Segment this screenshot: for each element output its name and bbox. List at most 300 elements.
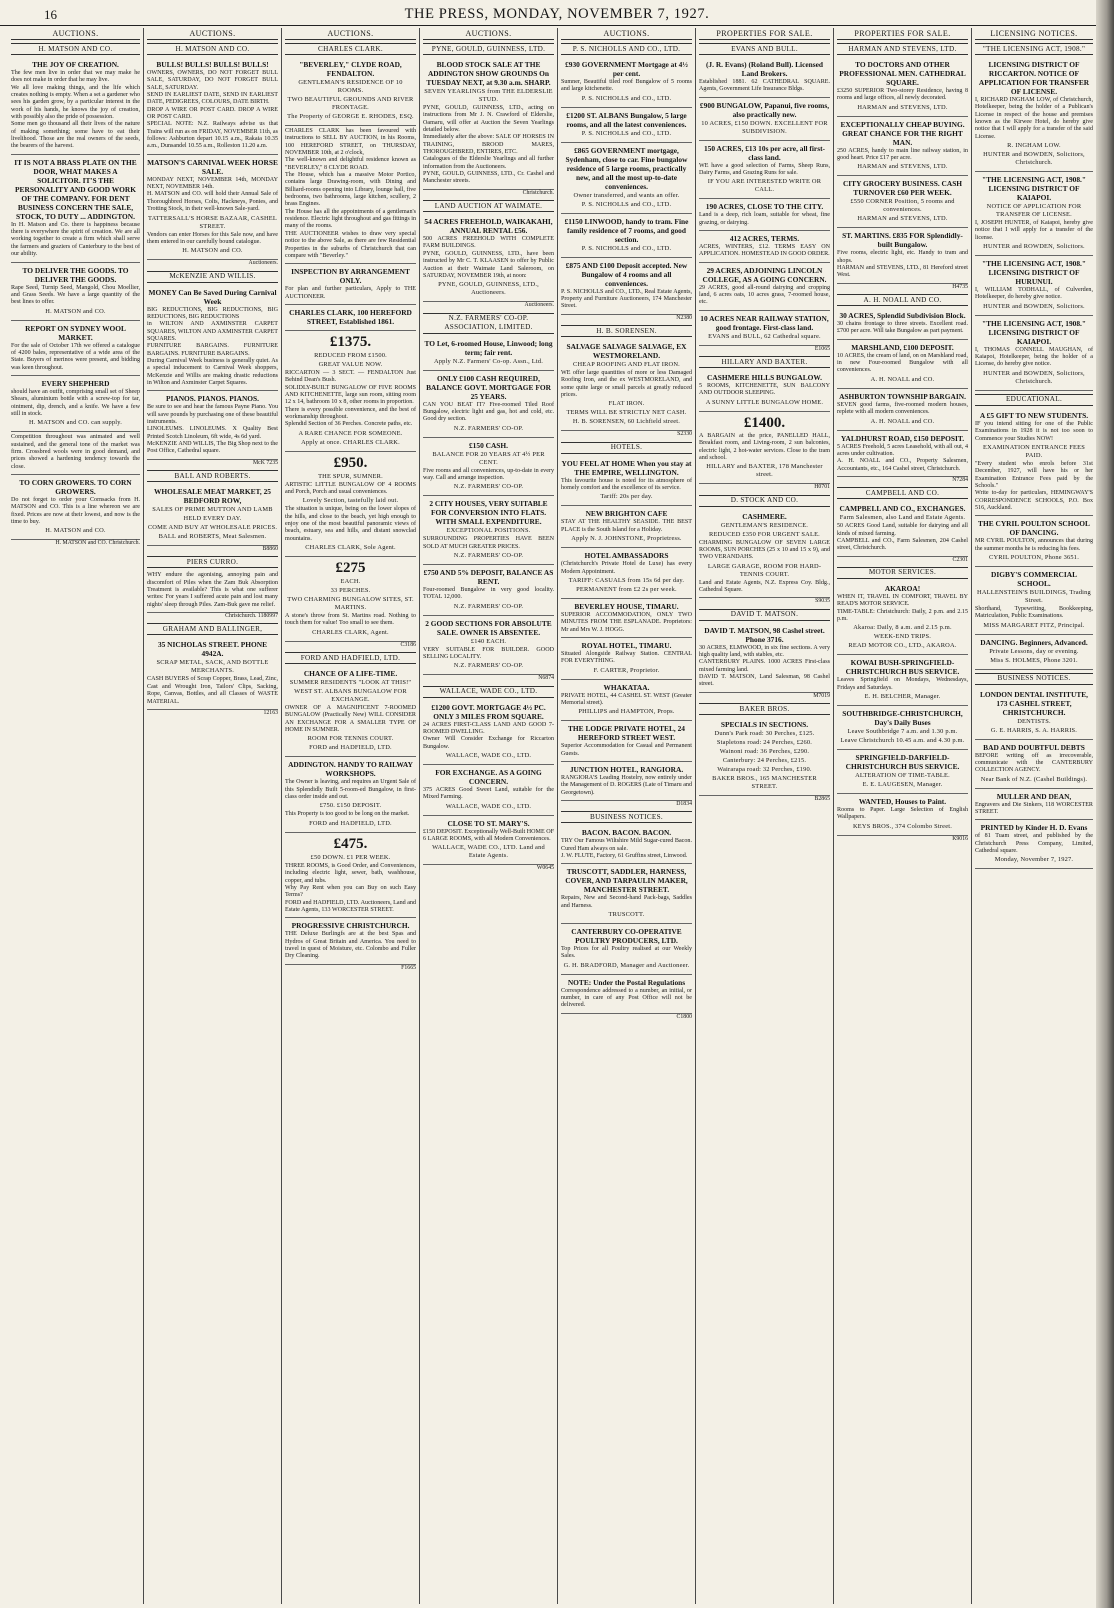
ad-text: REDUCED FROM £1500. (314, 351, 387, 359)
ad-text: KEYS BROS., 374 Colombo Street. (852, 822, 953, 830)
ad-text: Akaroa: Daily, 8 a.m. and 2.15 p.m. (853, 624, 952, 632)
ad-headline: IT IS NOT A BRASS PLATE ON THE DOOR, WHAT MAKES A SOLICITOR. IT'S THE PERSONALITY AND GOOD WORK OF THE COMPANY. FOR DENT BUSINESS CONCERN THE SALE, STOCK, TO DUTY ... ADDINGTON. (14, 157, 137, 221)
ad-text: TRY Our Famous Wiltshire Mild Sugar-cured Bacon. Cured Ham always on sale. (561, 838, 692, 852)
ad-text: EVANS and BULL, 62 Cathedral square. (708, 332, 821, 340)
ad-headline: ADDINGTON. HANDY TO RAILWAY WORKSHOPS. (288, 760, 413, 779)
advertisement (423, 496, 554, 565)
ad-text: TWO CHARMING BUNGALOW SITES, ST. MARTINS. (287, 596, 414, 612)
ad-headline: AKAROA! (884, 583, 921, 593)
price-headline: £475. (333, 835, 368, 852)
column-heading: PROPERTIES FOR SALE. (837, 28, 968, 40)
advertisement (11, 263, 140, 321)
ad-text: SUMMER RESIDENTS "LOOK AT THIS!" (289, 679, 412, 687)
ad-headline: KOWAI BUSH-SPRINGFIELD-CHRISTCHURCH BUS SERVICE. (845, 658, 960, 677)
ad-text: HILLARY and BAXTER, 178 Manchester street. (706, 463, 823, 479)
advertisement (423, 214, 554, 302)
ad-text: Owner transferred, and wants an offer. (573, 191, 680, 199)
ad-text: READ MOTOR CO., LTD., AKAROA. (848, 642, 957, 650)
newspaper-column (281, 28, 419, 1604)
ad-reference: D1834 (676, 800, 692, 807)
advertisement (699, 141, 830, 200)
ad-text: Land and Estate Agents, N.Z. Express Coy. Bldg., Cathedral Square. (699, 579, 830, 593)
advertiser-name: P. S. NICHOLLS AND CO., LTD. (561, 43, 692, 55)
ad-headline: LONDON DENTAL INSTITUTE, 173 CASHEL STREET, CHRISTCHURCH. (979, 689, 1089, 717)
ad-text: IF you intend sitting for one of the Public Examinations in 1928 it is not too soon to Commence your Studies NOW! (975, 420, 1093, 442)
ad-reference: F1665 (401, 964, 416, 971)
newspaper-column (971, 28, 1096, 1604)
ad-text: A. H. NOALL and CO. (870, 375, 935, 383)
ad-text: Shorthand, Typewriting, Bookkeeping, Matriculation, Public Examinations. (975, 605, 1093, 620)
ad-headline: WHOLESALE MEAT MARKET, 25 BEDFORD ROW, (153, 487, 272, 506)
ad-text: Write to-day for particulars, HEMINGWAY'S CORRESPONDENCE SCHOOLS, P.O. Box 516, Auckland. (975, 490, 1093, 511)
ad-headline: 190 ACRES, CLOSE TO THE CITY. (705, 202, 824, 212)
ad-text: GENTLEMAN'S RESIDENCE. (720, 521, 809, 529)
ad-text: PRIVATE HOTEL, 44 CASHEL ST. WEST (Greater Memorial street). (561, 692, 692, 706)
advertisement (837, 228, 968, 283)
ad-headline: TO DELIVER THE GOODS. TO DELIVER THE GOODS. (22, 265, 129, 284)
ad-text: P. S. NICHOLLS and CO., LTD. (581, 244, 672, 252)
ad-reference: K9016 (952, 835, 968, 842)
ad-text: A. H. NOALL and CO., Property Salesmen, Accountants, etc., 164 Cashel street, Christchurch. (837, 458, 968, 472)
ad-text: I, WILLIAM TODHALL, of Culverden, Hotelkeeper, do hereby give notice. (975, 287, 1093, 301)
ad-headline: CASHMERE HILLS BUNGALOW. (707, 373, 822, 383)
advertisement (561, 456, 692, 507)
ad-headline: "BEVERLEY," CLYDE ROAD, FENDALTON. (299, 60, 402, 78)
ad-reference: B8860 (262, 546, 278, 553)
ad-text: PHILLIPS and HAMPTON, Props. (578, 708, 675, 716)
ad-text: GREAT VALUE NOW. (318, 360, 383, 368)
ad-headline: THE JOY OF CREATION. (32, 60, 119, 69)
ad-text: E. H. BELCHER, Manager. (864, 693, 941, 700)
ad-reference: N2380 (676, 314, 692, 321)
advertisement (699, 623, 830, 693)
advertisement (11, 475, 140, 540)
ad-text: RANGIORA'S Leading Hostelry, now entirely under the Management of D. ROGERS (Late of Timaru and Georgetown). (561, 774, 692, 796)
ad-headline: CITY GROCERY BUSINESS. CASH TURNOVER £60 PER WEEK. (842, 179, 963, 198)
advertisement (837, 117, 968, 177)
advertisement (837, 176, 968, 228)
ad-headline: 10 ACRES NEAR RAILWAY STATION, good frontage. First-class land. (700, 313, 829, 332)
ad-reference: H. MATSON and CO. Christchurch. (55, 540, 140, 547)
advertiser-name: H. MATSON AND CO. (147, 43, 278, 55)
ad-text: A SUNNY LITTLE BUNGALOW HOME. (705, 398, 824, 406)
ad-text: of 81 Tuam street, and published by the Christchurch Press Company, Limited, Cathedral square. (975, 833, 1093, 855)
ad-text: BALANCE FOR 20 YEARS AT 4½ PER CENT. (432, 450, 545, 466)
ad-text: G. H. BRADFORD, Manager and Auctioneer. (563, 961, 690, 969)
advertiser-name: BUSINESS NOTICES. (561, 811, 692, 823)
ad-headline: £1200 ST. ALBANS Bungalow, 5 large rooms, and all the latest conveniences. (566, 110, 687, 129)
advertisement (423, 438, 554, 497)
ad-text: In H. Matson and Co. there is happiness because there is everywhere the spirit of creation. We are all working together to create a firm which shall serve the farmers and graziers of Canterbury to the best of our ability. (11, 221, 140, 258)
ad-text: BALL and ROBERTS, Meat Salesmen. (158, 533, 267, 541)
advertisement (561, 108, 692, 143)
ad-reference: Christchurch. (522, 189, 554, 196)
advertisement (975, 567, 1093, 635)
ad-headline: CHARLES CLARK, 100 HEREFORD STREET, Established 1861. (289, 307, 412, 326)
ad-headline: JUNCTION HOTEL, RANGIORA. (569, 764, 684, 774)
advertisement (837, 501, 968, 556)
ad-headline: "THE LICENSING ACT, 1908." LICENSING DISTRICT OF HURUNUI. (982, 259, 1086, 287)
ad-text: This favourite house is noted for its atmosphere of homely comfort and the excellence of its service. (561, 477, 692, 492)
advertiser-name: PIERS CURRO. (147, 556, 278, 568)
advertiser-name: CHARLES CLARK. (285, 43, 416, 55)
ad-headline: MARSHLAND, £100 DEPOSIT. (851, 342, 954, 352)
ad-text: BEFORE writing off as irrecoverable, communicate with the CANTERBURY COLLECTION AGENCY. (975, 752, 1093, 774)
column-heading: LICENSING NOTICES. (975, 28, 1093, 40)
advertisement (975, 408, 1093, 516)
advertisement (423, 765, 554, 816)
ad-text: Farm Salesmen, also Land and Estate Agents. (839, 514, 966, 522)
ad-text: Tariff: 20s per day. (600, 493, 653, 501)
ad-text: HUNTER and BOWDEN, Solicitors, Christchurch. (983, 369, 1085, 385)
ad-text: ALTERATION OF TIME-TABLE. (855, 772, 950, 779)
advertisement (561, 506, 692, 548)
advertisement (423, 336, 554, 371)
ad-headline: £750 AND 5% DEPOSIT, BALANCE AS RENT. (423, 567, 554, 586)
advertisement (975, 635, 1093, 670)
ad-text: McKENZIE AND WILLIS, The Big Shop next to the Post Office, Cathedral square. (147, 441, 278, 455)
ad-text: REDUCED £350 FOR URGENT SALE. (709, 530, 820, 538)
ad-headline: NOTE: Under the Postal Regulations (567, 977, 686, 987)
advertisement (561, 214, 692, 258)
ad-headline: ASHBURTON TOWNSHIP BARGAIN. (839, 391, 966, 401)
advertisement (285, 264, 416, 305)
ad-headline: 150 ACRES, £13 10s per acre, all first-class land. (703, 143, 826, 162)
advertiser-name: BUSINESS NOTICES. (975, 673, 1093, 685)
advertisement (699, 717, 830, 796)
advertisement (285, 452, 416, 557)
column-heading: AUCTIONS. (561, 28, 692, 40)
page-number: 16 (44, 7, 57, 22)
price-headline: £1400. (743, 414, 786, 431)
ad-text: WHY endure the agonising, annoying pain and discomfort of Piles when the Zam Buk Absorption Treatment is available? This is what one sufferer writes: For years I suffered acute pain and lost many nights' sleep through Piles. Zam-Buk gave me relief. (147, 572, 278, 608)
ad-text: DENTISTS. (1017, 717, 1051, 725)
ad-text: Owner Will Consider Exchange for Riccarton Bungalow. (423, 736, 554, 750)
ad-headline: DAVID T. MATSON, 98 Cashel street. Phone 3716. (704, 625, 825, 644)
ad-text: Near Bank of N.Z. (Cashel Buildings). (980, 775, 1088, 783)
ad-headline: CHANCE OF A LIFE-TIME. (303, 669, 398, 679)
ad-headline: £150 CASH. (468, 440, 508, 450)
ad-text: CHARLES CLARK has been favoured with instructions to SELL BY AUCTION, in his Rooms, 100 HEREFORD STREET, on THURSDAY, NOVEMBER 10th, at 2 o'clock, (285, 128, 416, 157)
advertisement (837, 431, 968, 477)
ad-text: 500 ACRES FREEHOLD WITH COMPLETE FARM BUILDINGS. (423, 236, 554, 250)
advertiser-name: N.Z. FARMERS' CO-OP. ASSOCIATION, LIMITED. (423, 313, 554, 334)
ad-text: 250 ACRES, handy to main line railway station, in good heart. Price £17 per acre. (837, 147, 968, 162)
ad-text: TRUSCOTT. (608, 911, 645, 919)
advertisement (837, 57, 968, 117)
ad-reference: C2301 (952, 556, 968, 563)
ad-text: Superior Accommodation for Casual and Permanent Guests. (561, 743, 692, 757)
ad-text: £750. £150 DEPOSIT. (319, 802, 382, 810)
ad-headline: £1200 GOVT. MORTGAGE 4½ PC. ONLY 3 MILES FROM SQUARE. (431, 702, 546, 721)
ad-text: Established 1881. 62 CATHEDRAL SQUARE. Agents, Government Life Insurance Bldgs. (699, 79, 830, 93)
advertisement (561, 548, 692, 599)
ad-headline: THE CYRIL POULTON SCHOOL OF DANCING. (978, 519, 1090, 538)
ad-text: PYNE, GOULD, GUINNESS, LTD., Auctioneers. (438, 281, 539, 297)
ad-text: The few men live in order that we may make he does not make in order that he may live. (11, 70, 140, 84)
ad-headline: "THE LICENSING ACT, 1908." LICENSING DISTRICT OF KAIAPOI. (982, 175, 1086, 203)
ad-text: SPECIAL NOTE: N.Z. Railways advise us that Trains will run as on FRIDAY, NOVEMBER 11th, as follows: Ashburton depart 10.15 a.m., Rakaia 10.35 a.m., Dunsandel 10.55 a.m., Rolleston 11.20 a.m. (147, 121, 278, 150)
ad-headline: £900 BUNGALOW, Papanui, five rooms, also practically new. (699, 100, 830, 119)
ad-headline: SPECIALS IN SECTIONS. (720, 720, 809, 729)
ad-text: WEEK-END TRIPS. (873, 633, 932, 641)
ad-text: TERMS WILL BE STRICTLY NET CASH. (566, 409, 687, 417)
ad-headline: BLOOD STOCK SALE AT THE ADDINGTON SHOW GROUNDS On TUESDAY NEXT, at 9.30 a.m. SHARP. (426, 60, 551, 87)
ad-text: ARTISTIC LITTLE BUNGALOW OF 4 ROOMS and Porch, Porch and usual conveniences. (285, 481, 416, 495)
advertisement (699, 311, 830, 346)
ad-text: Sumner, Beautiful tiled roof Bungalow of 5 rooms and large kitchenette. (561, 79, 692, 93)
ad-headline: YOU FEEL AT HOME When you stay at THE EMPIRE, WELLINGTON. (561, 458, 692, 477)
ad-text: FORD and HADFIELD, LTD. (309, 819, 392, 827)
advertisement (147, 285, 278, 392)
ad-headline: 2 GOOD SECTIONS FOR ABSOLUTE SALE. OWNER IS ABSENTEE. (425, 618, 552, 637)
ad-text: EXCEPTIONAL POSITIONS. (446, 527, 531, 535)
ad-headline: HOTEL AMBASSADORS (584, 551, 669, 561)
ad-text: OWNER OF A MAGNIFICENT 7-ROOMED BUNGALOW (Practically New) WILL CONSIDER AN EXCHANGE FOR A SMALLER TYPE OF HOME IN SUMNER. (285, 705, 416, 734)
ad-reference: H4735 (952, 283, 968, 290)
advertisement (561, 864, 692, 924)
advertiser-name: LAND AUCTION AT WAIMATE. (423, 200, 554, 212)
ad-text: £150 DEPOSIT. Exceptionally Well-Built HOME OF 6 LARGE ROOMS, with all Modern Conveniences. (423, 828, 554, 843)
advertisement (975, 740, 1093, 789)
ad-headline: LICENSING DISTRICT OF RICCARTON. NOTICE OF APPLICATION FOR TRANSFER OF LICENSE. (978, 60, 1090, 96)
ad-headline: (J. R. Evans) (Roland Bull). Licensed Land Brokers. (705, 60, 824, 78)
ad-text: PYNE, GOULD, GUINNESS, LTD., acting on instructions from Mr J. N. Crawford of Elderslie, Oamaru, will offer at Auction the Seven Yearlings detailed below. (423, 105, 554, 134)
ad-text: WALLACE, WADE CO., LTD. Land and Estate Agents. (432, 844, 545, 860)
advertisement (561, 57, 692, 108)
newspaper-column (419, 28, 557, 1604)
advertisement (147, 484, 278, 546)
advertisement (285, 57, 416, 126)
ad-text: Competition throughout was animated and well sustained, and the general tone of the market was firm. Crossbred wools were in good demand, and prices showed a hardening tendency towards the close. (11, 434, 140, 470)
ad-text: TATTERSALL'S HORSE BAZAAR, CASHEL STREET. (147, 214, 278, 230)
ad-text: THE AUCTIONEER wishes to draw very special notice to the above Sale, as there are few Residential Properties in the suburbs of Christchurch that can compare with "Beverley." (285, 230, 416, 259)
ad-headline: MULLER AND DEAN, (996, 791, 1072, 801)
ad-headline: 29 ACRES, ADJOINING LINCOLN COLLEGE, AS A GOING CONCERN. (702, 265, 827, 284)
ad-headline: CLOSE TO ST. MARY'S. (447, 818, 530, 828)
ad-text: HELD EVERY DAY. (183, 515, 242, 523)
advertisement (975, 57, 1093, 172)
price-headline: £275 (335, 560, 366, 577)
advertisement (423, 57, 554, 190)
ad-text: The Owner is leaving, and requires an Urgent Sale of this Splendidly Built 5-room-ed Bungalow, in first-class order inside and out. (285, 779, 416, 801)
ad-text: 10 ACRES, £150 DOWN. EXCELLENT FOR SUBDIVISION. (701, 119, 828, 135)
advertisement (561, 599, 692, 638)
newspaper-column (833, 28, 971, 1604)
advertiser-name: MOTOR SERVICES. (837, 567, 968, 579)
ad-reference: C1800 (676, 1013, 692, 1020)
ad-text: Monday, November 7, 1927. (994, 856, 1074, 864)
advertisement (699, 263, 830, 311)
advertisement (837, 340, 968, 389)
ad-text: TARIFF: CASUALS from 15s 6d per day. (568, 576, 685, 584)
ad-text: MR CYRIL POULTON, announces that during the summer months he is reducing his fees. (975, 538, 1093, 552)
advertisement (699, 509, 830, 599)
ad-headline: CASHMERE. (742, 511, 787, 521)
advertiser-name: BALL AND ROBERTS. (147, 470, 278, 482)
ad-text: Splendid Section of 36 Perches. Concrete paths, etc. (285, 421, 413, 428)
advertiser-name: GRAHAM AND BALLINGER, (147, 623, 278, 635)
ad-text: CANTERBURY PLAINS. 1000 ACRES First-class mixed farming land. (699, 659, 830, 673)
advertiser-name: DAVID T. MATSON. (699, 609, 830, 621)
advertiser-name: BAKER BROS. (699, 703, 830, 715)
ad-text: EACH. (340, 578, 361, 586)
advertiser-name: FORD AND HADFIELD, LTD. (285, 652, 416, 664)
ad-text: in WILTON AND AXMINSTER CARPET SQUARES, WILTON AND AXMINSTER CARPET SQUARES. (147, 321, 278, 342)
ad-text: The Property of GEORGE E. RHODES, ESQ. (287, 113, 414, 120)
ad-text: WEST ST. ALBANS BUNGALOW FOR EXCHANGE. (294, 688, 407, 704)
ad-headline: CAMPBELL AND CO., EXCHANGES. (839, 504, 966, 514)
advertisement (561, 143, 692, 214)
masthead (0, 0, 1114, 26)
ad-text: 375 ACRES Good Sweet Land, suitable for the Mixed Farming. (423, 787, 554, 801)
ad-reference: Auctioneers. (248, 260, 278, 267)
advertiser-name: EVANS AND BULL. (699, 43, 830, 55)
ad-text: £140 EACH. (470, 637, 507, 645)
newspaper-column (8, 28, 143, 1604)
advertisement (975, 820, 1093, 869)
advertisement (561, 762, 692, 801)
column-heading: PROPERTIES FOR SALE. (699, 28, 830, 40)
advertisement (11, 376, 140, 432)
ad-text: Leaves Springfield on Mondays, Wednesdays, Fridays and Saturdays. (837, 677, 968, 691)
ad-text: SURROUNDING PROPERTIES HAVE BEEN SOLD AT MUCH GREATER PRICES. (423, 536, 554, 550)
ad-text: Private Lessons, day or evening. (989, 647, 1079, 655)
ad-text: 30 ACRES, ELMWOOD, in six fine sections. A very high quality land, with stables, etc. (699, 644, 830, 658)
advertisement (285, 833, 416, 918)
page-binding-shadow (1096, 0, 1114, 1608)
ad-text: H. MATSON and CO. can supply. (28, 419, 123, 427)
ad-headline: "THE LICENSING ACT, 1908." LICENSING DISTRICT OF KAIAPOI. (982, 318, 1086, 346)
ad-text: Five rooms and all conveniences, up-to-date in every way. Call and arrange inspection. (423, 467, 554, 481)
ad-text: R. INGHAM LOW. (1007, 142, 1061, 150)
advertisement (699, 370, 830, 412)
ad-headline: EXCEPTIONALLY CHEAP BUYING. GREAT CHANCE FOR THE RIGHT MAN. (840, 119, 965, 147)
ad-text: IF YOU ARE INTERESTED WRITE OR CALL. (707, 178, 822, 194)
ad-text: This Property is too good to be long on the market. (285, 811, 410, 818)
ad-headline: ROYAL HOTEL, TIMARU. (581, 640, 672, 650)
ad-headline: BAD AND DOUBTFUL DEBTS (983, 742, 1085, 752)
ad-text: Situated Alongside Railway Station. CENTRAL FOR EVERYTHING. (561, 650, 692, 665)
ad-text: F. CARTER, Proprietor. (593, 666, 660, 674)
ad-text: Five rooms, electric light, etc. Handy to tram and shops. (837, 250, 968, 264)
advertisement (975, 172, 1093, 256)
ad-headline: NEW BRIGHTON CAFE (585, 509, 668, 519)
ad-text: During Carnival Week business is generally quiet. As a special inducement to Carnival Week shoppers, McKenzie and Willis are making drastic reductions in Wilton and Axminster Carpet Squares. (147, 357, 278, 386)
ad-text: Apply at once. CHARLES CLARK. (301, 438, 400, 446)
ad-text: Repairs, New and Second-hand Pack-bags, Saddles and Harness. (561, 895, 692, 909)
ad-text: SUPERIOR ACCOMMODATION, ONLY TWO MINUTES FROM THE ESPLANADE. Proprietors: Mr and Mrs W. J. HOGG. (561, 611, 692, 633)
ad-text: Rape Seed, Turnip Seed, Mangold, Chou Moellier, and Grass Seeds. We have a large quantity of the best lines to offer. (11, 284, 140, 306)
newspaper-columns (8, 28, 1096, 1604)
advertisement (837, 706, 968, 750)
ad-headline: EVERY SHEPHERD (41, 378, 110, 388)
ad-text: THREE ROOMS, is Good Order, and Conveniences, including electric light, sewer, bath, washhouse, copper, and tubs. (285, 862, 416, 884)
ad-headline: PIANOS. PIANOS. PIANOS. (165, 394, 259, 404)
ad-text: Catalogues of the Elderslie Yearlings and all further information from the Auctioneers. (423, 156, 554, 170)
advertisement (561, 975, 692, 1014)
advertisement (837, 308, 968, 340)
ad-text: A BARGAIN at the price, PANELLED HALL, Breakfast room, and Living-room, 2 sun balconies, electric light, 2 hot-water services. Close to the tram and school. (699, 432, 830, 461)
ad-text: CHARLES CLARK, Agent. (312, 628, 389, 636)
ad-text: 5 ACRES Freehold, 5 acres Leasehold, with all out, 4 acres under cultivation. (837, 443, 968, 457)
ad-text: Vendors can enter Horses for this Sale now, and have them entered in our carefully bound catalogue. (147, 231, 278, 245)
newspaper-title: THE PRESS, MONDAY, NOVEMBER 7, 1927. (404, 6, 710, 22)
ad-reference: W0645 (536, 865, 554, 872)
ad-text: WALLACE, WADE CO., LTD. (445, 752, 532, 760)
ad-text: Some men go thousand all their lives of the nature of making something; some have to eat their livelihood. Those are the real owners of the seeds, the bearers of the harvest. (11, 121, 140, 150)
ad-headline: REPORT ON SYDNEY WOOL MARKET. (25, 323, 126, 342)
ad-text: PYNE, GOULD, GUINNESS, LTD., have been instructed by Mr C. T. KLAASEN to offer by Public Auction at their Waimate Land Saleroom, on SATURDAY, NOVEMBER 19th, at noon: (423, 250, 554, 279)
advertisement (561, 924, 692, 975)
ad-headline: ST. MARTINS. £835 FOR Splendidly-built Bungalow. (842, 231, 963, 250)
ad-text: GENTLEMAN'S RESIDENCE OF 10 ROOMS. (298, 79, 403, 94)
ad-text: PYNE, GOULD, GUINNESS, LTD., Cr. Cashel and Manchester streets. (423, 171, 554, 185)
ad-reference: B2865 (814, 796, 830, 802)
ad-text: SEVEN good farms, five-roomed modern houses, replete with all modern conveniences. (837, 401, 968, 416)
ad-text: A stone's throw from St. Martins road. Nothing to touch them for value! Too small to see them. (285, 613, 416, 627)
advertisement (699, 231, 830, 263)
advertiser-name: HARMAN AND STEVENS, LTD. (837, 43, 968, 55)
advertisement (147, 570, 278, 613)
ad-text: For plan and further particulars, Apply to THE AUCTIONEER. (285, 286, 416, 300)
ad-headline: 54 ACRES FREEHOLD, WAIKAKAHI, ANNUAL RENTAL £56. (424, 217, 553, 236)
column-heading: AUCTIONS. (285, 28, 416, 40)
ad-text: Immediately after the above: SALE OF HORSES IN TRAINING, BROOD MARES, THOROUGHBRED, ENTIRES, ETC. (423, 134, 554, 156)
ad-text: Stapletons road: 24 Perches, £260. (716, 739, 813, 746)
advertisement (11, 432, 140, 475)
ad-headline: £1150 LINWOOD, handy to tram. Fine family residence of 7 rooms, and good section. (564, 216, 689, 244)
ad-text: P. S. NICHOLLS and CO., LTD. (581, 94, 672, 102)
ad-text: N.Z. FARMERS' CO-OP. (453, 483, 524, 491)
ad-reference: E1065 (814, 345, 830, 352)
ad-text: The House, which has a massive Motor Portico, contains large Drawing-room, with Dining and Billiard-rooms opening into Library, lounge hall, five bedrooms, two bathrooms, large kitchen, scullery, 2 brass Engines. (285, 172, 416, 208)
advertisement (975, 687, 1093, 740)
ad-text: WHEN IT, TRAVEL IN COMFORT, TRAVEL BY READ'S MOTOR SERVICE. (837, 593, 968, 608)
newspaper-column (557, 28, 695, 1604)
ad-text: We all love making things, and the life which creates nothing is empty. When a set a gardener who sees his garden grow, by a particular interest in the work of his hands, he knows the joy of creation, with possibly also the pride of possession. (11, 84, 140, 121)
ad-text: N.Z. FARMERS' CO-OP. (453, 662, 524, 670)
advertiser-name: McKENZIE AND WILLIS. (147, 271, 278, 283)
ad-text: DAVID T. MATSON, Land Salesman, 98 Cashel street. (699, 673, 830, 688)
advertisement (837, 750, 968, 794)
ad-text: ACRES, WINTERS, £12. TERMS EASY ON APPLICATION. HOMESTEAD IN GOOD ORDER. (699, 244, 830, 258)
advertiser-name: EDUCATIONAL. (975, 394, 1093, 406)
advertisement (147, 57, 278, 155)
advertisement (423, 700, 554, 765)
advertisement (285, 331, 416, 452)
ad-text: E. E. LAUGESEN, Manager. (862, 781, 943, 788)
advertisement (561, 825, 692, 864)
advertisement (699, 412, 830, 484)
ad-text: Wairarapa road: 32 Perches, £190. (717, 766, 812, 773)
ad-text: (Christchurch's Private Hotel de Luxe) has every Modern Appointment. (561, 561, 692, 575)
ad-text: Correspondence addressed to a number, an initial, or number, in care of any Post Office will not be delivered. (561, 987, 692, 1009)
ad-text: CAN YOU BEAT IT? Five-roomed Tiled Roof Bungalow, electric light and gas, hot and cold, etc. Good dry section. (423, 401, 554, 423)
advertisement (837, 655, 968, 706)
ad-text: HARMAN and STEVENS, LTD., 81 Hereford street West. (837, 265, 968, 279)
advertisement (975, 316, 1093, 391)
ad-text: CHARMING BUNGALOW OF SEVEN LARGE ROOMS, SUN PORCHES (25 x 10 and 15 x 9), and TWO VERANDAHS. (699, 539, 830, 561)
ad-text: ROOM FOR TENNIS COURT. (307, 735, 394, 743)
ad-text: HALLENSTEIN'S BUILDINGS, Trading Street. (977, 588, 1091, 604)
advertiser-name: H. MATSON AND CO. (11, 43, 140, 55)
ad-text: N.Z. FARMERS' CO-OP. (453, 602, 524, 610)
ad-headline: WHAKATAA. (603, 682, 650, 692)
advertisement (837, 794, 968, 836)
advertisement (561, 721, 692, 762)
ad-text: MISS MARGARET FITZ, Principal. (983, 621, 1085, 629)
